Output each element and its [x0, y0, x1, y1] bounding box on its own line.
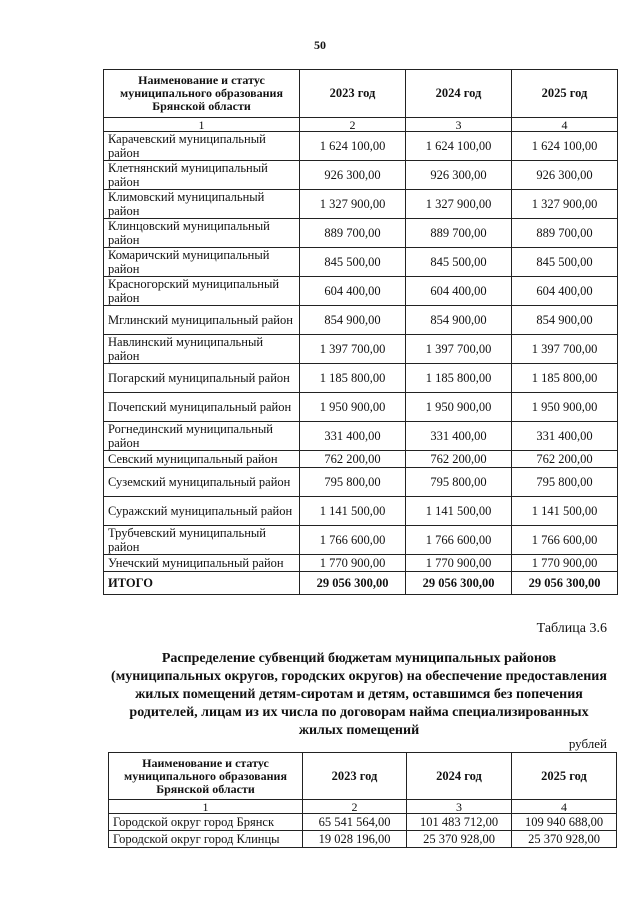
municipality-name: Мглинский муниципальный район — [104, 306, 300, 335]
value-2023: 1 327 900,00 — [300, 190, 406, 219]
table-row — [104, 219, 618, 248]
value-2025: 109 940 688,00 — [512, 814, 617, 831]
municipality-name: Унечский муниципальный район — [104, 555, 300, 572]
table-row — [104, 161, 618, 190]
table-label: Таблица 3.6 — [536, 621, 607, 636]
table-row — [104, 468, 618, 497]
value-2025: 1 141 500,00 — [512, 497, 618, 526]
value-2024: 1 770 900,00 — [406, 555, 512, 572]
header-2024: 2024 год — [406, 70, 512, 118]
value-2023: 1 624 100,00 — [300, 132, 406, 161]
value-2025: 854 900,00 — [512, 306, 618, 335]
table-row — [104, 451, 618, 468]
value-2023: 795 800,00 — [300, 468, 406, 497]
table-row — [104, 393, 618, 422]
header-2025: 2025 год — [512, 70, 618, 118]
value-2024: 795 800,00 — [406, 468, 512, 497]
value-2025: 1 397 700,00 — [512, 335, 618, 364]
value-2024: 1 327 900,00 — [406, 190, 512, 219]
value-2025: 889 700,00 — [512, 219, 618, 248]
value-2024: 1 950 900,00 — [406, 393, 512, 422]
value-2023: 1 185 800,00 — [300, 364, 406, 393]
subsidy-table-city-districts — [108, 752, 617, 848]
value-2024: 845 500,00 — [406, 248, 512, 277]
total-2023: 29 056 300,00 — [300, 572, 406, 595]
value-2025: 1 770 900,00 — [512, 555, 618, 572]
value-2025: 25 370 928,00 — [512, 831, 617, 848]
value-2023: 1 141 500,00 — [300, 497, 406, 526]
value-2025: 1 185 800,00 — [512, 364, 618, 393]
value-2024: 101 483 712,00 — [407, 814, 512, 831]
units-label: рублей — [568, 736, 607, 751]
table-row — [104, 335, 618, 364]
value-2023: 845 500,00 — [300, 248, 406, 277]
value-2023: 65 541 564,00 — [303, 814, 407, 831]
value-2024: 1 624 100,00 — [406, 132, 512, 161]
value-2025: 1 327 900,00 — [512, 190, 618, 219]
value-2025: 1 624 100,00 — [512, 132, 618, 161]
header-municipality: Наименование и статус муниципального образования Брянской области — [109, 753, 303, 800]
page-number: 50 — [314, 38, 326, 52]
municipality-name: Трубчевский муниципальный район — [104, 526, 300, 555]
value-2023: 854 900,00 — [300, 306, 406, 335]
municipality-name: Городской округ город Брянск — [109, 814, 303, 831]
column-number: 4 — [512, 118, 618, 132]
column-number: 3 — [406, 118, 512, 132]
table-row — [104, 277, 618, 306]
municipality-name: Погарский муниципальный район — [104, 364, 300, 393]
municipality-name: Карачевский муниципальный район — [104, 132, 300, 161]
value-2023: 1 770 900,00 — [300, 555, 406, 572]
value-2024: 889 700,00 — [406, 219, 512, 248]
table-row — [104, 364, 618, 393]
value-2025: 331 400,00 — [512, 422, 618, 451]
total-2025: 29 056 300,00 — [512, 572, 618, 595]
value-2023: 889 700,00 — [300, 219, 406, 248]
value-2025: 1 950 900,00 — [512, 393, 618, 422]
value-2023: 1 950 900,00 — [300, 393, 406, 422]
column-number: 2 — [303, 800, 407, 814]
municipality-name: Почепский муниципальный район — [104, 393, 300, 422]
value-2024: 762 200,00 — [406, 451, 512, 468]
value-2025: 795 800,00 — [512, 468, 618, 497]
municipality-name: Рогнединский муниципальный район — [104, 422, 300, 451]
column-number: 2 — [300, 118, 406, 132]
value-2023: 926 300,00 — [300, 161, 406, 190]
section-title: Распределение субвенций бюджетам муниципальных районов (муниципальных округов, городских округов) на обеспечение предоставления жилых помещений детям-сиротам и детям, оставшимся без попечения родителей, лицам из их числа по договорам найма специализированных жилых помещений — [111, 651, 607, 738]
table-row — [104, 497, 618, 526]
table-row — [104, 526, 618, 555]
subsidy-table-districts — [103, 69, 618, 595]
table-row — [104, 132, 618, 161]
municipality-name: Климовский муниципальный район — [104, 190, 300, 219]
value-2024: 1 141 500,00 — [406, 497, 512, 526]
value-2025: 926 300,00 — [512, 161, 618, 190]
column-number: 1 — [104, 118, 300, 132]
municipality-name: Суземский муниципальный район — [104, 468, 300, 497]
value-2025: 604 400,00 — [512, 277, 618, 306]
value-2024: 1 397 700,00 — [406, 335, 512, 364]
table-row — [104, 248, 618, 277]
municipality-name: Городской округ город Клинцы — [109, 831, 303, 848]
value-2023: 762 200,00 — [300, 451, 406, 468]
table-row — [109, 831, 617, 848]
value-2023: 19 028 196,00 — [303, 831, 407, 848]
header-2024: 2024 год — [407, 753, 512, 800]
value-2024: 604 400,00 — [406, 277, 512, 306]
column-number: 4 — [512, 800, 617, 814]
value-2025: 845 500,00 — [512, 248, 618, 277]
column-number: 1 — [109, 800, 303, 814]
municipality-name: Севский муниципальный район — [104, 451, 300, 468]
table-row — [104, 306, 618, 335]
table-row — [104, 422, 618, 451]
value-2024: 1 185 800,00 — [406, 364, 512, 393]
total-row — [104, 572, 618, 595]
header-municipality: Наименование и статус муниципального образования Брянской области — [104, 70, 300, 118]
value-2024: 25 370 928,00 — [407, 831, 512, 848]
header-2023: 2023 год — [303, 753, 407, 800]
value-2023: 604 400,00 — [300, 277, 406, 306]
municipality-name: Навлинский муниципальный район — [104, 335, 300, 364]
value-2023: 1 397 700,00 — [300, 335, 406, 364]
municipality-name: Клетнянский муниципальный район — [104, 161, 300, 190]
total-label: ИТОГО — [104, 572, 300, 595]
header-2023: 2023 год — [300, 70, 406, 118]
value-2024: 1 766 600,00 — [406, 526, 512, 555]
table-row — [104, 555, 618, 572]
value-2024: 854 900,00 — [406, 306, 512, 335]
value-2024: 926 300,00 — [406, 161, 512, 190]
municipality-name: Суражский муниципальный район — [104, 497, 300, 526]
municipality-name: Комаричский муниципальный район — [104, 248, 300, 277]
table-row — [104, 190, 618, 219]
table-row — [109, 814, 617, 831]
column-number: 3 — [407, 800, 512, 814]
value-2024: 331 400,00 — [406, 422, 512, 451]
municipality-name: Клинцовский муниципальный район — [104, 219, 300, 248]
value-2023: 331 400,00 — [300, 422, 406, 451]
total-2024: 29 056 300,00 — [406, 572, 512, 595]
header-2025: 2025 год — [512, 753, 617, 800]
value-2025: 762 200,00 — [512, 451, 618, 468]
value-2025: 1 766 600,00 — [512, 526, 618, 555]
value-2023: 1 766 600,00 — [300, 526, 406, 555]
municipality-name: Красногорский муниципальный район — [104, 277, 300, 306]
